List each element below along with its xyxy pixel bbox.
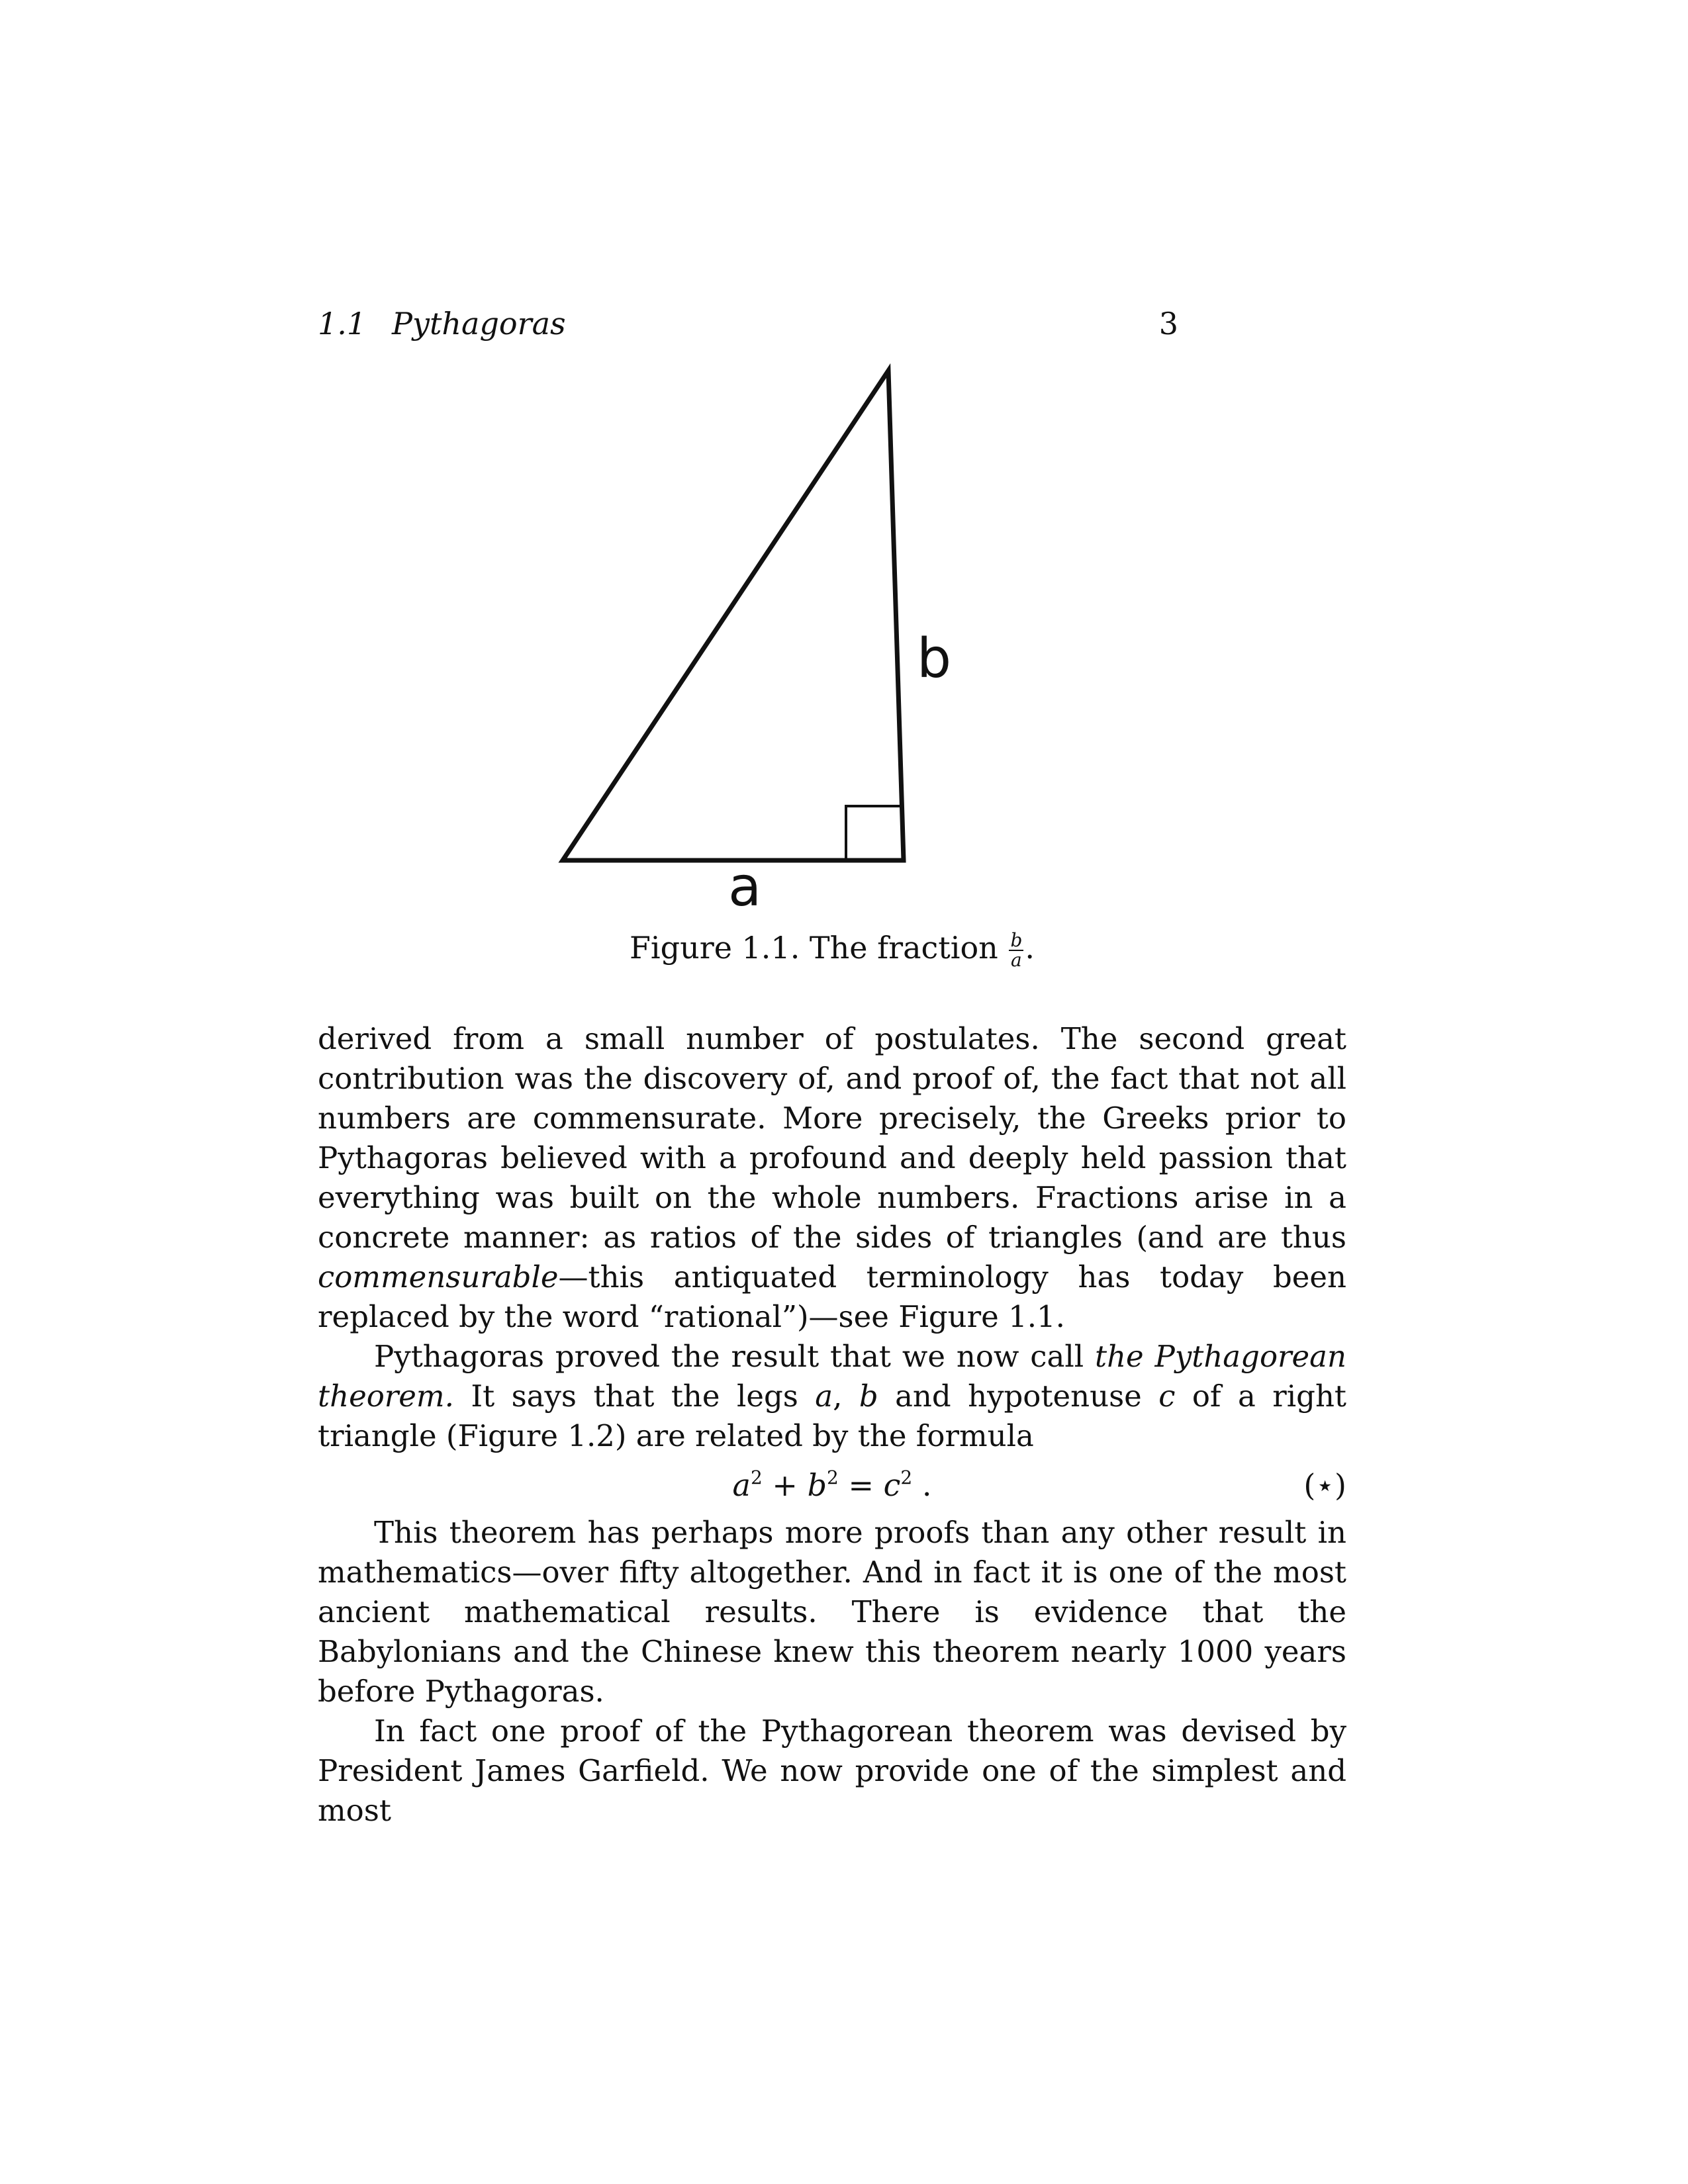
eq-end: . — [912, 1467, 932, 1503]
paragraph-2-end: of a right triangle (Figure 1.2) are related by the formula — [318, 1379, 1347, 1453]
emphasis-pythagorean-theorem: the Pythagorean theorem. — [318, 1339, 1346, 1414]
paragraph-1 — [318, 1019, 1346, 1337]
eq-base-b: b — [807, 1467, 827, 1503]
side-label-a: a — [728, 856, 762, 919]
eq-exp-a: 2 — [750, 1467, 763, 1488]
comma: , — [833, 1379, 859, 1414]
section-title: Pythagoras — [392, 306, 566, 341]
var-b: b — [859, 1379, 878, 1414]
paragraph-3: This theorem has perhaps more proofs than any other result in mathematics—over fifty altogether. And in fact it is one of the most ancient mathematical results. There is evidence that the Babylonians and the Chinese knew this theorem nearly 1000 years before Pythagoras. — [318, 1515, 1346, 1709]
figure-caption — [318, 930, 1346, 970]
eq-base-c: c — [883, 1467, 901, 1503]
right-angle-marker — [846, 806, 902, 860]
triangle-outline — [563, 371, 904, 860]
caption-text: Figure 1.1. The fraction — [630, 930, 998, 966]
paragraph-4: In fact one proof of the Pythagorean theorem was devised by President James Garfield. We now provide one of the simplest and most — [318, 1713, 1346, 1828]
var-a: a — [815, 1379, 833, 1414]
side-label-b: b — [917, 627, 952, 690]
paragraph-2-mid: It says that the legs — [453, 1379, 816, 1414]
fraction-numerator: b — [1010, 929, 1023, 951]
section-number: 1.1 — [318, 306, 367, 341]
page-number: 3 — [1158, 306, 1178, 341]
body-text — [318, 1019, 1346, 1831]
var-c: c — [1158, 1379, 1176, 1414]
paragraph-2-start: Pythagoras proved the result that we now call — [374, 1339, 1095, 1374]
pythagorean-equation — [318, 1457, 1346, 1513]
eq-base-a: a — [732, 1467, 751, 1503]
caption-period: . — [1025, 930, 1035, 966]
eq-plus: + — [762, 1467, 808, 1503]
fraction-denominator: a — [1011, 949, 1022, 971]
and-hypotenuse: and hypotenuse — [878, 1379, 1159, 1414]
eq-exp-b: 2 — [827, 1467, 839, 1488]
paragraph-1-text: derived from a small number of postulates. The second great contribution was the discovery of, and proof of, the fact that not all numbers are commensurate. More precisely, the Greeks prior to Pythagoras believed with a profound and deeply held passion that everything was built on the whole numbers. Fractions arise in a concrete manner: as ratios of the sides of triangles (and are thus — [318, 1021, 1346, 1255]
triangle-diagram — [543, 361, 1006, 864]
paragraph-2 — [318, 1337, 1346, 1456]
eq-exp-c: 2 — [900, 1467, 913, 1488]
equation-math — [318, 1457, 1346, 1513]
emphasis-commensurable: commensurable — [318, 1259, 559, 1295]
paragraph-1-end: —this antiquated terminology has today been replaced by the word “rational”)—see Figure 1.1. — [318, 1259, 1346, 1334]
running-head — [318, 306, 1178, 345]
caption-fraction — [1009, 931, 1023, 970]
equation-tag: (⋆) — [1303, 1467, 1346, 1503]
right-triangle-figure — [543, 361, 1006, 919]
eq-equals: = — [838, 1467, 884, 1503]
